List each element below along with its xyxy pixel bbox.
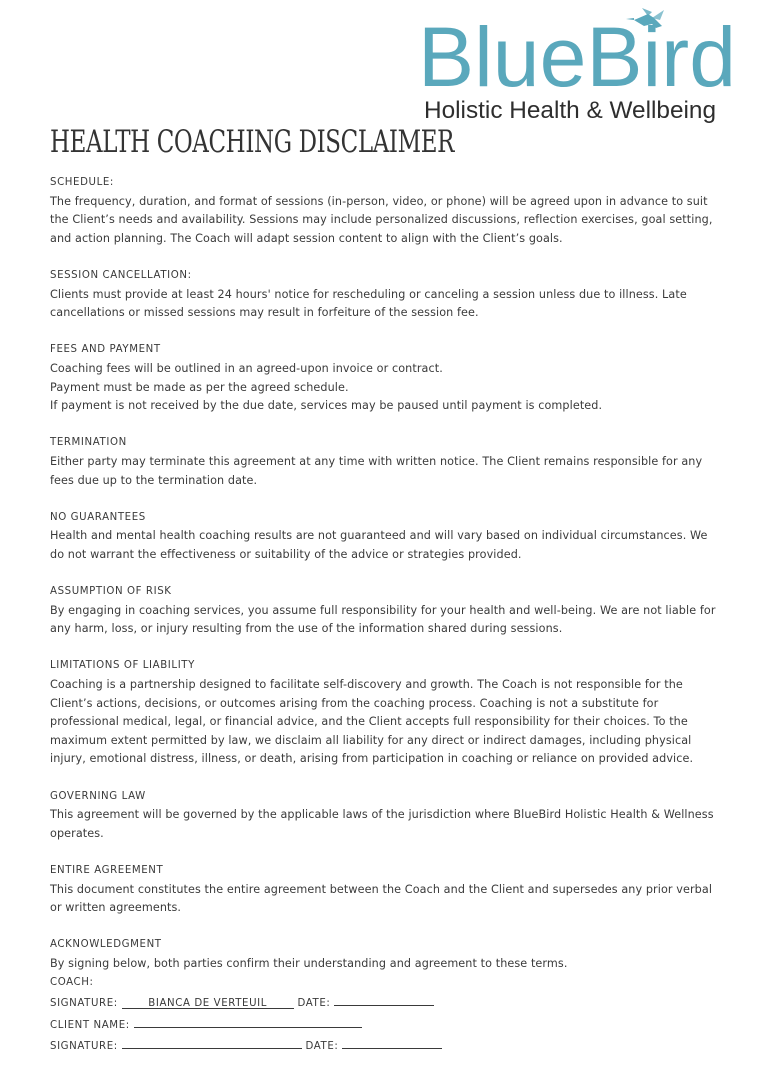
- section-text: Coaching is a partnership designed to facilitate self-discovery and growth. The Coach is not responsible for the Client’s actions, decisions, or outcomes arising from the coaching process. Coaching is not a substitute for professional medical, legal, or financial advice, and the Client accepts full responsibility for their choices. To the maximum extent permitted by law, we disclaim all liability for any direct or indirect damages, including physical injury, emotional distress, illness, or death, arising from participation in coaching or reliance on provided advice.: [50, 678, 694, 766]
- section-governing-law: [50, 788, 722, 844]
- section-text: The frequency, duration, and format of sessions (in-person, video, or phone) will be agreed upon in advance to suit the Client’s needs and availability. Sessions may include personalized discussions, reflection exercises, goal setting, and action planning. The Coach will adapt session content to align with the Client’s goals.: [50, 194, 713, 245]
- section-text: Clients must provide at least 24 hours' notice for rescheduling or canceling a session unless due to illness. Late cancellations or missed sessions may result in forfeiture of the session fee.: [50, 287, 687, 320]
- section-text: If payment is not received by the due date, services may be paused until payment is completed.: [50, 399, 603, 413]
- section-text: Either party may terminate this agreement at any time with written notice. The Client remains responsible for any fees due up to the termination date.: [50, 454, 703, 487]
- client-signature-line: [50, 1035, 722, 1057]
- client-name-line: [50, 1014, 722, 1036]
- section-heading: TERMINATION: [50, 437, 127, 449]
- section-heading: FEES AND PAYMENT: [50, 344, 161, 356]
- section-heading: ACKNOWLEDGMENT: [50, 939, 162, 951]
- client-date-field[interactable]: [342, 1035, 442, 1049]
- logo-brand: BlueBird: [418, 10, 736, 104]
- coach-signature-value: BIANCA DE VERTEUIL: [148, 998, 268, 1010]
- section-heading: NO GUARANTEES: [50, 511, 146, 523]
- signature-label: SIGNATURE:: [50, 998, 118, 1010]
- section-heading: LIMITATIONS OF LIABILITY: [50, 660, 195, 672]
- coach-signature-field[interactable]: [122, 995, 294, 1009]
- bluebird-logo: [416, 6, 746, 130]
- signature-label: SIGNATURE:: [50, 1041, 118, 1053]
- section-heading: ASSUMPTION OF RISK: [50, 586, 172, 598]
- coach-signature-line: [50, 992, 722, 1014]
- section-heading: SESSION CANCELLATION:: [50, 269, 192, 281]
- section-text: This document constitutes the entire agreement between the Coach and the Client and supersedes any prior verbal or written agreements.: [50, 882, 713, 915]
- section-limitations-of-liability: [50, 657, 722, 769]
- section-acknowledgment: [50, 936, 722, 1057]
- client-name-label: CLIENT NAME:: [50, 1019, 130, 1031]
- logo-graphic: [416, 6, 746, 130]
- section-text: By engaging in coaching services, you assume full responsibility for your health and well-being. We are not liable for any harm, loss, or injury resulting from the use of the information shared during sessions.: [50, 603, 716, 636]
- section-session-cancellation: [50, 267, 722, 323]
- date-label: DATE:: [297, 998, 331, 1010]
- section-text: Health and mental health coaching results are not guaranteed and will vary based on individual circumstances. We do not warrant the effectiveness or suitability of the advice or strategies provided.: [50, 529, 708, 561]
- section-heading: GOVERNING LAW: [50, 790, 146, 802]
- section-termination: [50, 434, 722, 490]
- section-assumption-of-risk: [50, 583, 722, 639]
- section-text: Payment must be made as per the agreed schedule.: [50, 380, 349, 394]
- client-signature-field[interactable]: [122, 1035, 302, 1049]
- section-no-guarantees: [50, 509, 722, 565]
- section-fees-and-payment: [50, 341, 722, 415]
- logo-tagline: Holistic Health & Wellbeing: [424, 97, 716, 124]
- section-text: Coaching fees will be outlined in an agreed-upon invoice or contract.: [50, 361, 443, 375]
- section-heading: SCHEDULE:: [50, 177, 114, 188]
- client-name-field[interactable]: [134, 1014, 362, 1028]
- section-text: By signing below, both parties confirm their understanding and agreement to these terms.: [50, 956, 568, 970]
- section-schedule: [50, 174, 722, 248]
- date-label: DATE:: [305, 1041, 339, 1053]
- coach-date-field[interactable]: [334, 992, 434, 1006]
- section-text: This agreement will be governed by the applicable laws of the jurisdiction where BlueBird Holistic Health & Wellness operates.: [50, 808, 714, 840]
- disclaimer-body: [50, 174, 722, 1076]
- section-heading: ENTIRE AGREEMENT: [50, 864, 164, 876]
- coach-label: COACH:: [50, 976, 94, 988]
- section-entire-agreement: [50, 862, 722, 918]
- page-title: HEALTH COACHING DISCLAIMER: [50, 124, 454, 160]
